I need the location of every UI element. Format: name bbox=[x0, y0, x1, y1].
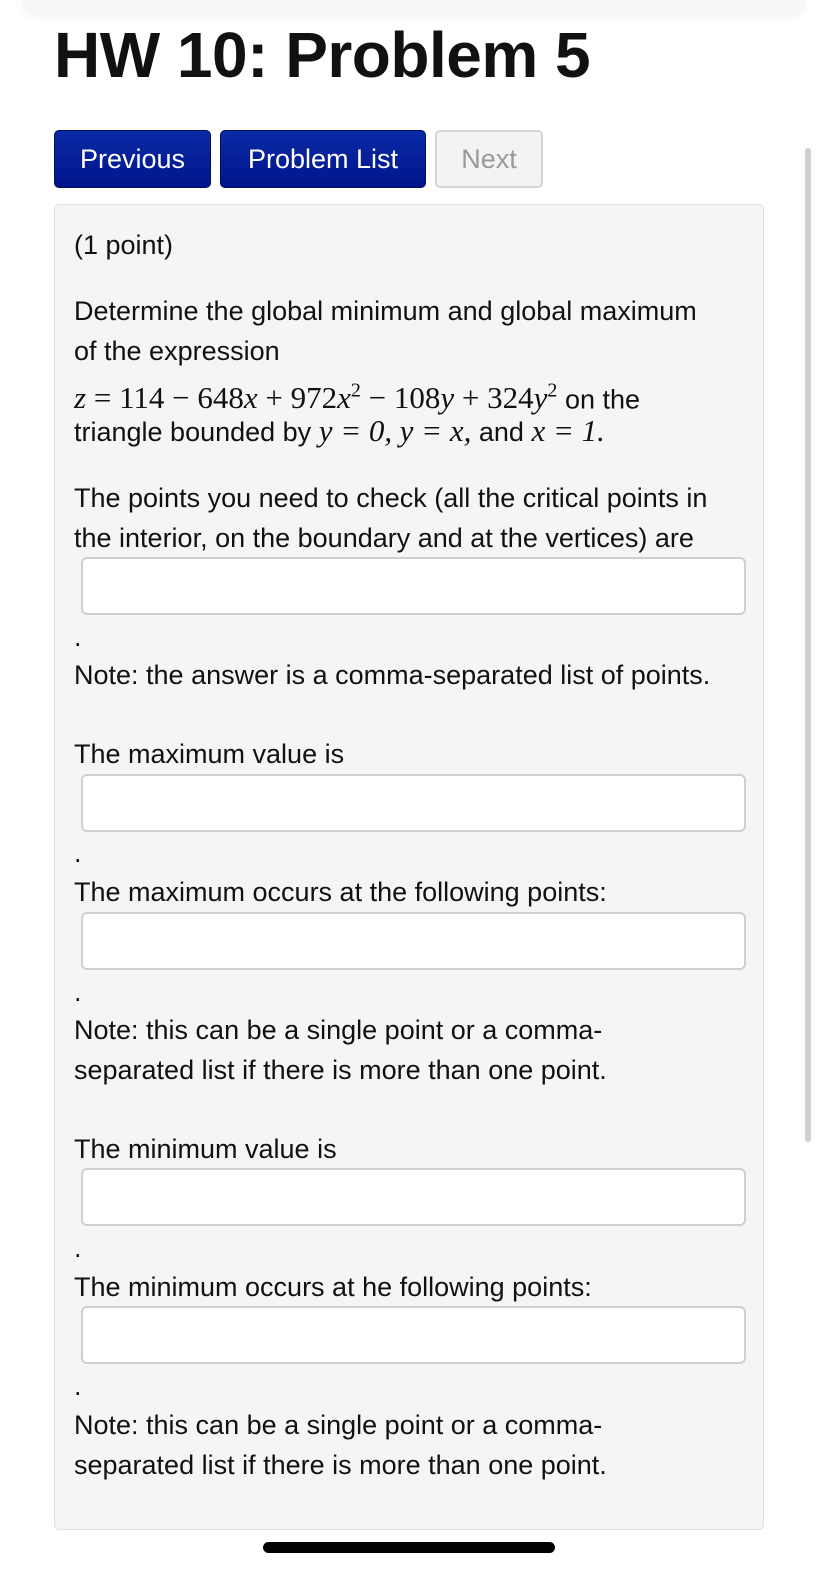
min-note-line1: Note: this can be a single point or a comma- bbox=[74, 1410, 603, 1440]
points-note: Note: the answer is a comma-separated list of points. bbox=[74, 660, 711, 690]
max-value-input[interactable] bbox=[81, 774, 746, 832]
max-value-question: The maximum value is bbox=[74, 739, 345, 769]
max-note-line1: Note: this can be a single point or a comma- bbox=[74, 1015, 603, 1045]
problem-intro-line1: Determine the global minimum and global maximum bbox=[74, 296, 697, 326]
points-question-line2: the interior, on the boundary and at the vertices) are bbox=[74, 523, 694, 553]
home-indicator[interactable] bbox=[263, 1542, 555, 1553]
period: . bbox=[74, 1371, 82, 1401]
on-the-text: on the bbox=[564, 384, 641, 415]
period: . bbox=[74, 1233, 82, 1263]
page-title: HW 10: Problem 5 bbox=[54, 19, 591, 91]
problem-list-button[interactable]: Problem List bbox=[220, 130, 426, 188]
period: . bbox=[74, 838, 82, 868]
points-label: (1 point) bbox=[74, 230, 174, 260]
next-button[interactable]: Next bbox=[435, 130, 543, 188]
previous-button[interactable]: Previous bbox=[54, 130, 211, 188]
max-note-line2: separated list if there is more than one point. bbox=[74, 1055, 607, 1085]
points-answer-input[interactable] bbox=[81, 557, 746, 615]
min-points-input[interactable] bbox=[81, 1306, 746, 1364]
problem-body bbox=[54, 204, 764, 1530]
period: . bbox=[74, 977, 82, 1007]
top-bar-shadow bbox=[22, 0, 806, 14]
max-points-question: The maximum occurs at the following points: bbox=[74, 877, 607, 907]
condition-yx: y = x, bbox=[399, 413, 472, 448]
condition-x1: x = 1. bbox=[531, 413, 605, 448]
max-points-input[interactable] bbox=[81, 912, 746, 970]
min-value-question: The minimum value is bbox=[74, 1134, 337, 1164]
problem-intro-line2: of the expression bbox=[74, 336, 280, 366]
min-points-question: The minimum occurs at he following points: bbox=[74, 1272, 592, 1302]
condition-y0: y = 0, bbox=[318, 413, 393, 448]
min-value-input[interactable] bbox=[81, 1168, 746, 1226]
period: . bbox=[74, 622, 82, 652]
points-question-line1: The points you need to check (all the critical points in bbox=[74, 483, 708, 513]
expression: $z = 114 - 648x + 972x^2 - 108y + 324y^2$ bbox=[74, 380, 558, 416]
min-note-line2: separated list if there is more than one point. bbox=[74, 1450, 607, 1480]
scrollbar[interactable] bbox=[805, 148, 811, 1142]
problem-nav bbox=[54, 130, 543, 190]
triangle-line: triangle bounded by y = 0, y = x, and x = 1. bbox=[74, 413, 605, 448]
